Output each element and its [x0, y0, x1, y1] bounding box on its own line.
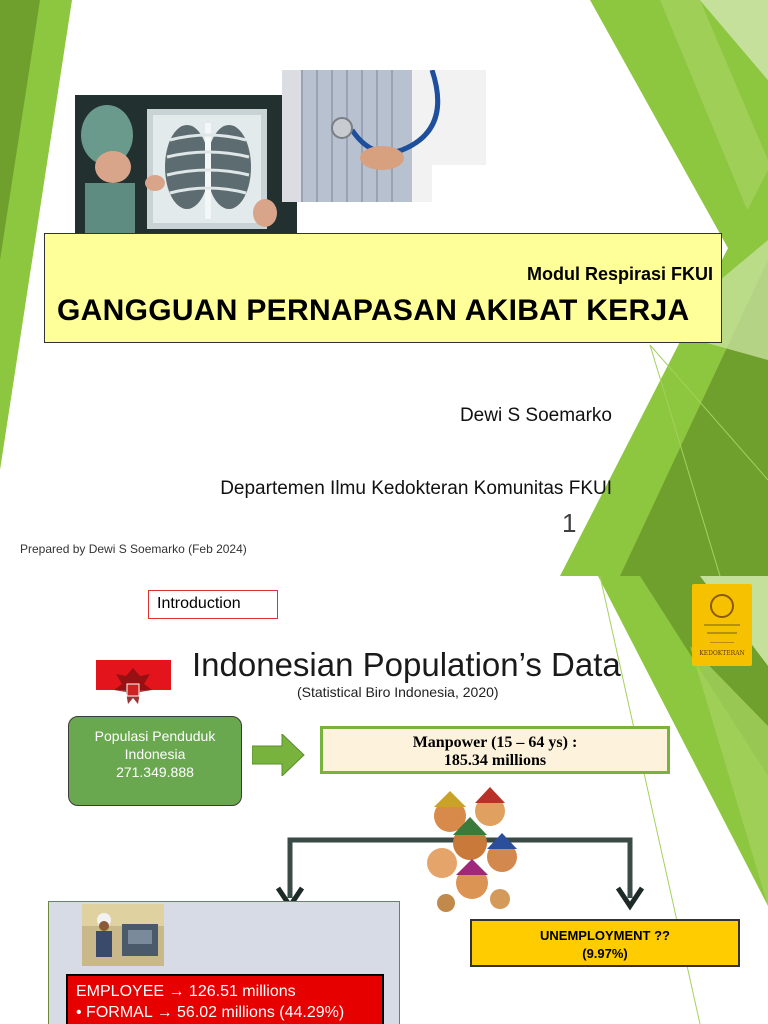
- logo-divider: [710, 642, 734, 643]
- stethoscope-photo: [282, 70, 486, 202]
- prepared-by-footer: Prepared by Dewi S Soemarko (Feb 2024): [20, 542, 247, 556]
- worker-image: [82, 904, 164, 966]
- slide-population-data: [0, 576, 768, 1024]
- xray-photo: [75, 95, 297, 243]
- logo-text-line: [707, 632, 737, 634]
- population-title: Indonesian Population’s Data: [192, 646, 621, 683]
- makara-emblem-icon: [710, 594, 734, 618]
- xray-image: [75, 95, 297, 243]
- manpower-box: [320, 726, 670, 774]
- population-label-line2: Indonesia: [124, 746, 186, 762]
- manpower-value: 185.34 millions: [443, 752, 547, 769]
- title-box: [44, 233, 722, 343]
- factory-worker-photo: [82, 904, 164, 966]
- arrow-right-icon: [252, 734, 306, 776]
- population-label-line1: Populasi Penduduk: [94, 728, 216, 744]
- author-name: Dewi S Soemarko: [459, 405, 612, 426]
- logo-text-line: [704, 624, 740, 626]
- introduction-label: Introduction: [148, 590, 278, 619]
- garuda-icon: [96, 660, 171, 720]
- department-name: Departemen Ilmu Kedokteran Komunitas FKUI: [220, 478, 612, 499]
- university-logo: [692, 584, 752, 666]
- slide-number: 1: [562, 508, 577, 538]
- logo-caption: KEDOKTERAN: [699, 650, 745, 657]
- population-box: [68, 716, 242, 806]
- unemployment-rate: (9.97%): [582, 946, 628, 961]
- stethoscope-image: [282, 70, 486, 202]
- population-count: 271.349.888: [116, 764, 194, 780]
- employee-formal: • FORMAL → 56.02 millions (44.29%): [76, 1004, 345, 1021]
- employee-box: [66, 974, 384, 1024]
- data-source: (Statistical Biro Indonesia, 2020): [297, 684, 499, 700]
- manpower-label: Manpower (15 – 64 ys) :: [412, 734, 578, 751]
- cultural-faces-illustration: [420, 781, 525, 916]
- employee-total: EMPLOYEE → 126.51 millions: [76, 983, 296, 1000]
- unemployment-box: [470, 919, 740, 967]
- presentation-title: GANGGUAN PERNAPASAN AKIBAT KERJA: [57, 294, 690, 327]
- unemployment-label: UNEMPLOYMENT ??: [540, 928, 670, 943]
- module-label: Modul Respirasi FKUI: [526, 264, 713, 284]
- indonesia-flag: [96, 660, 171, 720]
